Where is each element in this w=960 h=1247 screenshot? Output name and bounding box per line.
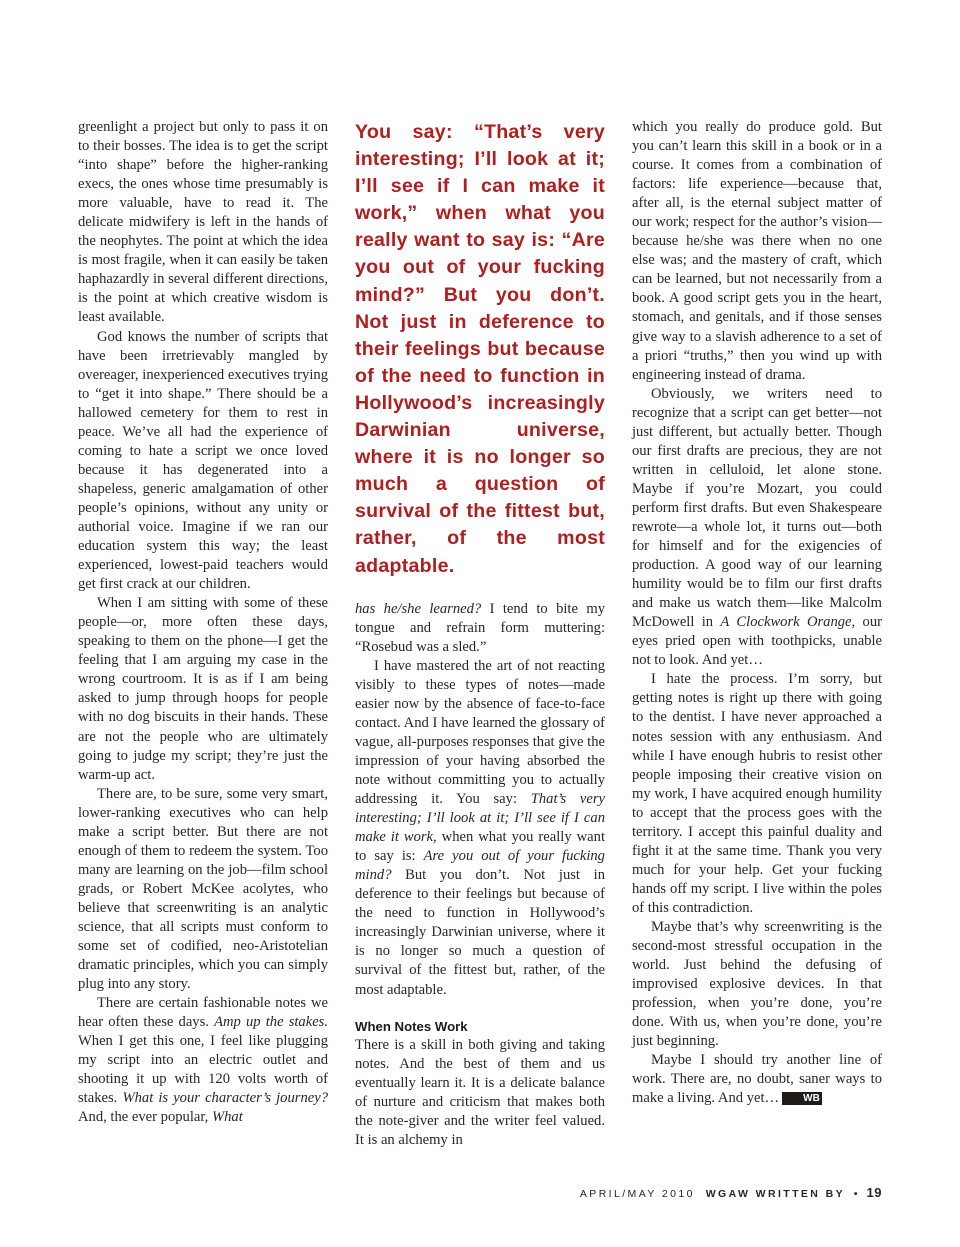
pull-quote: You say: “That’s very interesting; I’ll look at it; I’ll see if I can make it work,” when what you really want to say is: “Are you out of your fucking mind?” But you don’t. Not just in deference to their feelings but because of the need to function in Hollywood’s increasingly Darwinian universe, where it is no longer so much a question of survival of the fittest but, rather, of the most adaptable. xyxy=(355,121,605,577)
text-run: And, the ever popular, xyxy=(78,1109,212,1126)
section-subhead: When Notes Work xyxy=(355,1018,468,1034)
text-run: which you really do produce gold. But you can’t learn this skill in a book or in a course. It comes from a combination of factors: life experience—because that, after all, is the eternal subject matter of our work; respect for the author’s vision—because he/she was there when no one else was; and the mastery of craft, which can be learned, but not necessarily from a book. A good script gets you in the heart, stomach, and genitals, and if those senses give way to a slavish adherence to a set of a priori “truths,” then you wind up with engineering instead of drama. xyxy=(632,119,882,383)
italic-text: Amp up the stakes. xyxy=(214,1014,329,1031)
body-paragraph xyxy=(78,328,328,595)
body-paragraph xyxy=(78,118,328,328)
text-run: Maybe that’s why screenwriting is the second-most stressful occupation in the world. Just behind the defusing of improvised explosive devices. In that profession, when you’re done, you’re done. With us, when you’re done, you’re just beginning. xyxy=(632,918,882,1050)
issue-date: APRIL/MAY 2010 xyxy=(579,1188,695,1200)
body-paragraph xyxy=(632,670,882,918)
italic-text: Are you out of your fucking mind? xyxy=(355,848,605,884)
text-run: When I get this one, I feel like plugging my script into an electric outlet and shooting it up with 120 volts worth of stakes. xyxy=(78,1033,328,1107)
text-run: But you don’t. Not just in deference to their feelings but because of the need to function in Hollywood’s increasingly Darwinian universe, where it is no longer so much a question of survival of the fittest but, rather, of the most adaptable. xyxy=(355,867,605,998)
column-2-body xyxy=(355,600,605,1000)
publication-name: WGAW WRITTEN BY xyxy=(705,1188,845,1200)
body-paragraph xyxy=(78,594,328,784)
text-run: I tend to bite my tongue and refrain form muttering: “Rosebud was a sled.” xyxy=(355,600,605,655)
article-column-2 xyxy=(355,118,605,1150)
text-run: Maybe I should try another line of work. There are, no doubt, saner ways to make a living. And yet… xyxy=(632,1052,882,1107)
text-run: greenlight a project but only to pass it on to their bosses. The idea is to get the script “into shape” before the higher-ranking execs, the ones whose time presumably is more valuable, have to read it. The delicate midwifery is left in the hands of the neophytes. The point at which the idea is most fragile, when it can easily be taken haphazardly in several different directions, is the point at which creative wisdom is least available. xyxy=(78,119,328,326)
text-run: When I am sitting with some of these people—or, more often these days, speaking to them on the phone—I get the feeling that I am arguing my case in the wrong courtroom. It is as if I am being asked to jump through hoops for people with no dog biscuits in their hands. These are not the people who are ultimately going to judge my script; they’re just the warm-up act. xyxy=(78,595,328,783)
column-2-section-body xyxy=(355,1036,605,1150)
text-run: when what you really want to say is: xyxy=(355,829,605,865)
italic-text: A Clockwork Orange, xyxy=(720,614,856,631)
text-run: There is a skill in both giving and taking notes. And the best of them and us eventually learn it. It is a delicate balance of nurture and criticism that makes both the note-giver and the writer feel valued. It is an alchemy in xyxy=(355,1036,605,1148)
italic-text: What is your character’s journey? xyxy=(122,1090,328,1107)
body-paragraph xyxy=(355,600,605,657)
body-paragraph xyxy=(78,785,328,995)
body-paragraph xyxy=(632,118,882,385)
italic-text: That’s very interesting; I’ll look at it; I’ll see if I can make it work, xyxy=(355,791,605,846)
italic-text: What xyxy=(211,1109,243,1126)
article-column-3 xyxy=(632,118,882,1108)
text-run: There are, to be sure, some very smart, lower-ranking executives who can help make a script better. But there are not enough of them to redeem the system. Too many are learning on the job—film school grads, or Robert McKee acolytes, who believe that screenwriting is an analytic science, that all scripts must conform to some set of codified, neo-Aristotelian dramatic principles, which you can simply plug into any story. xyxy=(78,785,328,993)
text-run: God knows the number of scripts that have been irretrievably mangled by overeager, inexperienced executives trying to “get it into shape.” There should be a hallowed cemetery for them to rest in peace. We’ve all had the experience of coming to hate a script we once loved because it has degenerated into a shapeless, generic amalgamation of other people’s opinions, without any unity or authorial voice. Imagine if we ran our education system this way; the least experienced, lowest-paid teachers would get first crack at our children. xyxy=(78,328,328,593)
text-run: our eyes pried open with toothpicks, unable not to look. And yet… xyxy=(632,614,882,669)
text-run: Obviously, we writers need to recognize that a script can get better—not just different, but actually better. Though our first drafts are precious, they are not written in celluloid, let alone stone. Maybe if you’re Mozart, you could perform first drafts. But even Shakespeare rewrote—a whole lot, it turns out—both for himself and for the exigencies of production. A good way of our learning humility would be to film our first drafts and make us watch them—like Malcolm McDowell in xyxy=(632,385,882,631)
body-paragraph xyxy=(632,385,882,671)
body-paragraph xyxy=(355,657,605,1000)
body-paragraph xyxy=(355,1036,605,1150)
text-run: I hate the process. I’m sorry, but getting notes is right up there with going to the dentist. I have never approached a notes session with any enthusiasm. And while I have enough hubris to resist other people imposing their creative vision on my work, I have acquired enough humility to accept that the process goes with the territory. I accept this painful duality and fight it at the same time. Thank you very much for your help. Get your fucking hands off my script. I live within the poles of this contradiction. xyxy=(632,671,882,916)
italic-text: has he/she learned? xyxy=(355,600,482,617)
body-paragraph xyxy=(632,918,882,1051)
footer-bullet: • xyxy=(853,1188,858,1200)
page-number: 19 xyxy=(866,1185,882,1200)
text-run: There are certain fashionable notes we hear often these days. xyxy=(78,995,328,1031)
end-mark-icon: WB xyxy=(782,1092,822,1105)
text-run: I have mastered the art of not reacting visibly to these types of notes—made easier now by the absence of face-to-face contact. And I have learned the glossary of vague, all-purposes responses that give the impression of your having absorbed the note without committing you to actually addressing it. You say: xyxy=(355,657,605,808)
body-paragraph xyxy=(632,1051,882,1108)
page-footer xyxy=(580,1185,882,1200)
body-paragraph xyxy=(78,994,328,1127)
article-column-1 xyxy=(78,118,328,1127)
